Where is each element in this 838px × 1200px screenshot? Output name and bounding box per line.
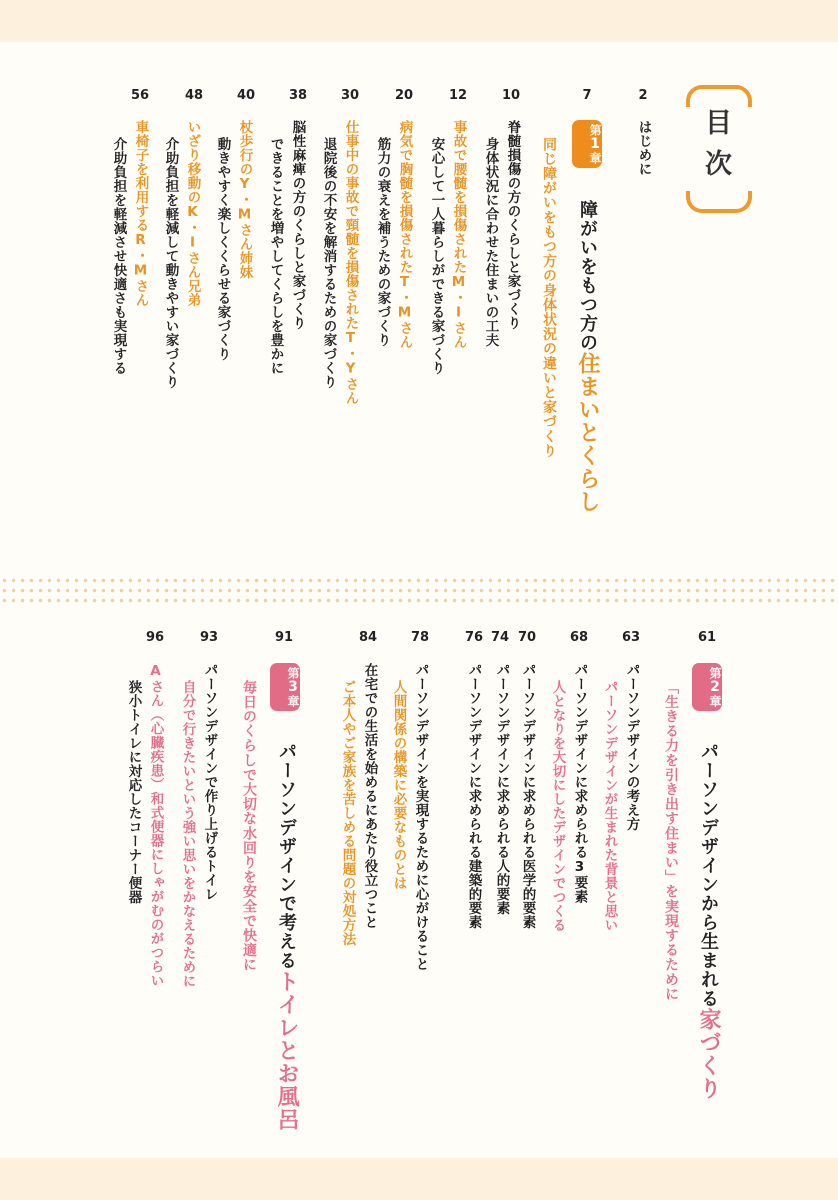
toc-entry-title (494, 663, 508, 915)
toc-entry-detail: 身体状況に合わせた住まいの工夫 (482, 137, 499, 347)
chapter-badge (692, 663, 722, 711)
toc-entry-detail: パーソンデザインが生まれた背景と思い (601, 680, 618, 932)
chapter-badge (270, 663, 300, 711)
toc-title-block (686, 85, 744, 213)
page-number: 48 (184, 88, 204, 103)
page-number: 7 (582, 88, 592, 103)
page-number: 61 (697, 630, 717, 645)
entry-highlight: 人的要素 (493, 859, 510, 915)
toc-entry-title (572, 663, 586, 904)
chapter-badge-prefix: 第 (286, 667, 300, 679)
chapter-badge-prefix: 第 (588, 124, 602, 136)
toc-entry-title: いざり移動のK・Iさん兄弟 (184, 120, 201, 307)
toc-entry-title: 車椅子を利用するR・Mさん (132, 120, 149, 307)
entry-highlight: 脳性麻痺 (289, 120, 306, 176)
toc-entry-title (624, 663, 638, 831)
dotted-divider (0, 588, 838, 593)
page-number: 93 (199, 630, 219, 645)
chapter-heading (697, 742, 719, 1100)
page-number: 78 (410, 630, 430, 645)
page-number: 76 (464, 630, 484, 645)
dotted-divider (0, 598, 838, 603)
toc-entry-title (290, 120, 304, 330)
chapter-badge-prefix: 第 (708, 667, 722, 679)
entry-highlight: 役立つこと (361, 859, 378, 929)
entry-title-main: パーソンデザインの (623, 663, 640, 789)
toc-entry-detail: 人間関係の構築に必要なものとは (390, 680, 407, 890)
chapter-badge-number: 3 (285, 679, 301, 695)
toc-entry-detail: ご本人やご家族を苦しめる問題の対処方法 (339, 680, 356, 946)
chapter-heading-emphasis: 住まいとくらし (575, 352, 600, 513)
entry-title-rest: の方のくらしと家づくり (289, 176, 306, 330)
toc-entry-title (505, 120, 519, 330)
chapter-heading (576, 200, 598, 513)
toc-entry-title (520, 663, 534, 929)
toc-entry-title: 仕事中の事故で頸髄を損傷されたT・Yさん (342, 120, 359, 405)
chapter-badge-suffix: 章 (708, 695, 722, 707)
toc-entry-detail: 筋力の衰えを補うための家づくり (374, 137, 391, 347)
toc-entry-title (466, 663, 480, 929)
chapter-badge-suffix: 章 (286, 695, 300, 707)
chapter-badge (572, 120, 602, 168)
entry-highlight: 医学的要素 (519, 859, 536, 929)
toc-entry-title (202, 663, 216, 901)
page-number: 63 (621, 630, 641, 645)
toc-entry-detail: 退院後の不安を解消するための家づくり (320, 137, 337, 389)
chapter-badge-suffix: 章 (588, 152, 602, 164)
toc-entry-title: 杖歩行のY・Mさん姉妹 (236, 120, 253, 279)
toc-entry-title: 病気で胸髄を損傷されたT・Mさん (396, 120, 413, 349)
toc-entry-detail: 介助負担を軽減させ快適さも実現する (110, 137, 127, 375)
chapter-subtitle: 毎日のくらしで大切な水回りを安全で快適に (241, 680, 257, 972)
dotted-divider (0, 578, 838, 583)
top-decor-band (0, 0, 838, 42)
entry-highlight: 心がけること (412, 887, 429, 971)
entry-title-main: 在宅での生活を始めるにあたり (361, 663, 378, 859)
page-number: 10 (501, 88, 521, 103)
page-number: 70 (517, 630, 537, 645)
entry-title-main: パーソンデザインに求められる (465, 663, 482, 859)
entry-title-main: パーソンデザインで作り上げる (201, 663, 218, 859)
toc-entry-detail: 介助負担を軽減して動きやすい家づくり (162, 137, 179, 389)
page-number: 12 (448, 88, 468, 103)
toc-title: 目次 (700, 108, 731, 190)
entry-title-main: パーソンデザインに求められる (493, 663, 510, 859)
entry-title-main: パーソンデザインを実現するために (412, 663, 429, 887)
title-bracket-top (686, 85, 752, 107)
toc-entry-title: Aさん（心臓疾患）和式便器にしゃがむのがつらい (147, 663, 164, 988)
chapter-subtitle: 同じ障がいをもつ方の身体状況の違いと家づくり (541, 137, 557, 459)
toc-entry-detail: できることを増やしてくらしを豊かに (267, 137, 284, 375)
toc-entry-detail: 狭小トイレに対応したコーナー便器 (125, 680, 142, 904)
entry-highlight: 3要素 (571, 859, 588, 904)
toc-entry-detail: 安心して一人暮らしができる家づくり (428, 137, 445, 375)
chapter-badge-number: 2 (707, 679, 723, 695)
chapter-subtitle: 「生きる力を引き出す住まい」を実現するために (663, 680, 679, 1002)
toc-entry-detail: 動きやすく楽しくくらせる家づくり (214, 137, 231, 361)
chapter-heading-emphasis: 家づくり (696, 1008, 721, 1100)
page-number: 40 (236, 88, 256, 103)
entry-highlight: 脊髄損傷 (504, 120, 521, 176)
page-number: 30 (340, 88, 360, 103)
toc-entry-title (413, 663, 427, 971)
page-number: 68 (569, 630, 589, 645)
page-number: 38 (288, 88, 308, 103)
page-number: 2 (638, 88, 648, 103)
chapter-badge-number: 1 (587, 136, 603, 152)
entry-highlight: トイレ (201, 859, 218, 901)
chapter-heading-text: パーソンデザインから生まれる (698, 742, 719, 1008)
page-number: 20 (394, 88, 414, 103)
chapter-heading-emphasis: トイレとお風呂 (274, 970, 299, 1131)
entry-title-rest: の方のくらしと家づくり (504, 176, 521, 330)
page-number: 96 (145, 630, 165, 645)
entry-highlight: 建築的要素 (465, 859, 482, 929)
toc-entry-title: 事故で腰髄を損傷されたM・Iさん (450, 120, 467, 349)
chapter-heading-text: 障がいをもつ方の (577, 200, 598, 352)
page-number: 74 (490, 630, 510, 645)
page-number: 56 (130, 88, 150, 103)
chapter-heading-text: パーソンデザインで考える (276, 742, 297, 970)
entry-title-main: パーソンデザインに求められる (571, 663, 588, 859)
entry-highlight: 考え方 (623, 789, 640, 831)
page-number: 91 (274, 630, 294, 645)
title-bracket-bottom (686, 191, 752, 213)
chapter-heading (275, 742, 297, 1131)
bottom-decor-band (0, 1158, 838, 1200)
toc-entry-detail: 自分で行きたいという強い思いをかなえるために (179, 680, 196, 988)
toc-entry-intro: はじめに (635, 120, 652, 176)
toc-entry-title (362, 663, 376, 929)
entry-title-main: パーソンデザインに求められる (519, 663, 536, 859)
toc-entry-detail: 人となりを大切にしたデザインでつくる (549, 680, 566, 932)
page-number: 84 (358, 630, 378, 645)
